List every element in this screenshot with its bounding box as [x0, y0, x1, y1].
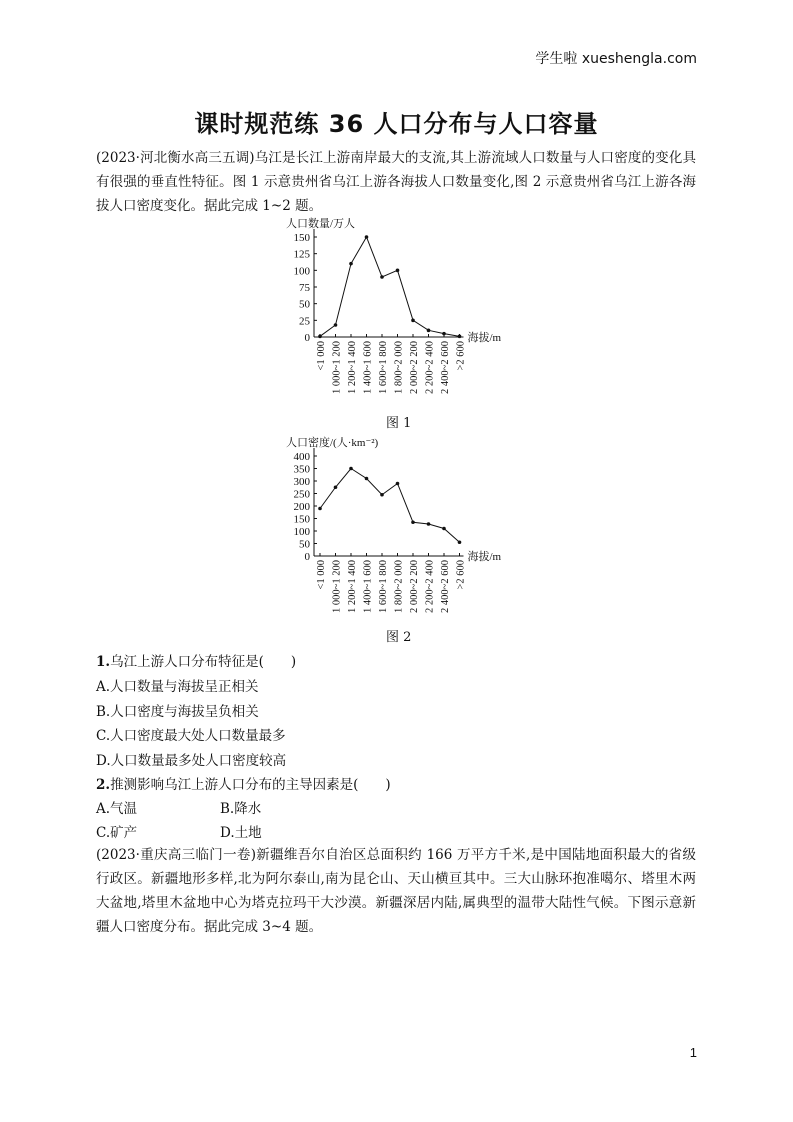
fig2-x-tick-label: 1 600~1 800: [378, 560, 389, 613]
fig1-data-point: [458, 335, 462, 339]
page-title: 课时规范练 36 人口分布与人口容量: [194, 110, 599, 138]
fig2-data-point: [318, 507, 322, 511]
fig1-y-tick-label: 125: [293, 248, 310, 261]
fig1-data-point: [349, 262, 353, 266]
fig2-data-point: [427, 522, 431, 526]
fig2-x-tick-label: 2 400~2 600: [440, 560, 451, 613]
fig2-x-tick-label: 1 200~1 400: [347, 560, 358, 613]
fig2-y-tick-label: 400: [293, 451, 310, 463]
fig2-data-point: [442, 527, 446, 531]
fig2-y-tick-label: 0: [304, 551, 310, 563]
fig2-data-point: [349, 467, 353, 471]
question-1-stem: 乌江上游人口分布特征是( ): [110, 654, 297, 670]
fig1-y-tick-label: 150: [293, 232, 310, 244]
fig2-x-tick-label: >2 600: [455, 560, 467, 590]
q2-option-a: A.气温: [96, 801, 138, 817]
figure-1-chart: [270, 213, 530, 403]
page-number: 1: [689, 1045, 697, 1060]
fig2-x-tick-label: <1 000: [316, 560, 327, 590]
fig1-series-line: [320, 237, 460, 336]
fig1-data-point: [365, 235, 369, 239]
fig1-x-tick-label: 1 000~1 200: [331, 341, 343, 394]
question-2-stem: 推测影响乌江上游人口分布的主导因素是( ): [110, 777, 391, 793]
figure-1-caption: 图 1: [386, 416, 412, 431]
fig1-x-tick-label: 2 000~2 200: [409, 341, 420, 394]
fig2-data-point: [458, 540, 462, 544]
fig1-y-axis-label: 人口数量/万人: [286, 218, 356, 230]
fig1-data-point: [380, 275, 384, 279]
fig2-data-point: [380, 493, 384, 497]
fig2-x-tick-label: 2 000~2 200: [409, 560, 420, 613]
fig1-y-tick-label: 50: [299, 298, 310, 311]
fig2-y-tick-label: 200: [293, 501, 310, 513]
fig1-data-point: [396, 269, 400, 273]
fig1-x-tick-label: 2 400~2 600: [440, 341, 451, 394]
fig2-x-tick-label: 1 800~2 000: [393, 560, 405, 613]
watermark: 学生啦 xueshengla.com: [535, 51, 697, 67]
fig1-x-tick-label: 1 600~1 800: [378, 341, 389, 394]
fig1-data-point: [427, 329, 431, 333]
fig1-x-tick-label: 1 200~1 400: [347, 341, 358, 394]
fig2-x-tick-label: 1 000~1 200: [331, 560, 343, 613]
fig2-data-point: [365, 477, 369, 481]
q2-option-d: D.土地: [220, 825, 262, 841]
intro-paragraph-1: (2023·河北衡水高三五调)乌江是长江上游南岸最大的支流,其上游流域人口数量与人口密度的变化具有很强的垂直性特征。图 1 示意贵州省乌江上游各海拔人口数量变化,图 2 示意贵州省乌江上游各海拔人口密度变化。据此完成 1~2 题。: [96, 150, 696, 214]
q1-option-b: B.人口密度与海拔呈负相关: [96, 704, 259, 720]
intro-paragraph-2: (2023·重庆高三临门一卷)新疆维吾尔自治区总面积约 166 万平方千米,是中国陆地面积最大的省级行政区。新疆地形多样,北为阿尔泰山,南为昆仑山、天山横亘其中。三大山脉环抱准噶尔、塔里木两大盆地,塔里木盆地中心为塔克拉玛干大沙漠。新疆深居内陆,属典型的温带大陆性气候。下图示意新疆人口密度分布。据此完成 3~4 题。: [96, 847, 696, 935]
question-2-number: 2.: [96, 777, 111, 793]
fig1-x-tick-label: 1 800~2 000: [393, 341, 405, 394]
fig1-data-point: [334, 323, 338, 327]
q1-option-d: D.人口数量最多处人口密度较高: [96, 753, 287, 769]
fig1-y-tick-label: 75: [299, 282, 310, 294]
fig2-x-tick-label: 2 200~2 400: [424, 560, 436, 613]
fig2-data-point: [411, 520, 415, 524]
fig2-y-tick-label: 50: [299, 538, 310, 551]
fig1-y-tick-label: 25: [299, 315, 310, 328]
fig1-data-point: [411, 319, 415, 323]
q2-option-b: B.降水: [220, 801, 262, 817]
fig2-x-tick-label: 1 400~1 600: [362, 560, 374, 613]
question-1-number: 1.: [96, 654, 111, 670]
fig2-x-axis-label: 海拔/m: [467, 551, 502, 563]
fig2-y-tick-label: 250: [293, 488, 310, 501]
fig1-x-tick-label: 2 200~2 400: [424, 341, 436, 394]
figure-2-chart: [270, 432, 530, 622]
fig2-y-axis-label: 人口密度/(人·km⁻²): [286, 437, 379, 449]
q1-option-a: A.人口数量与海拔呈正相关: [96, 679, 259, 695]
fig2-data-point: [334, 485, 338, 489]
figure-2-caption: 图 2: [386, 630, 412, 645]
q1-option-c: C.人口密度最大处人口数量最多: [96, 728, 286, 744]
fig1-x-tick-label: >2 600: [455, 341, 467, 371]
fig2-y-tick-label: 300: [293, 476, 310, 488]
fig1-y-tick-label: 100: [293, 265, 310, 278]
fig2-y-tick-label: 150: [293, 513, 310, 526]
q2-option-c: C.矿产: [96, 825, 138, 841]
question-2: [96, 773, 391, 793]
fig2-y-tick-label: 350: [293, 463, 310, 476]
fig1-data-point: [318, 335, 322, 339]
fig1-x-tick-label: <1 000: [316, 341, 327, 371]
fig1-data-point: [442, 332, 446, 336]
fig2-y-tick-label: 100: [293, 526, 310, 538]
question-1: [96, 650, 296, 670]
fig1-y-tick-label: 0: [304, 332, 310, 344]
fig2-data-point: [396, 482, 400, 486]
fig2-series-line: [320, 469, 460, 543]
fig1-x-axis-label: 海拔/m: [467, 332, 502, 344]
fig1-x-tick-label: 1 400~1 600: [362, 341, 374, 394]
